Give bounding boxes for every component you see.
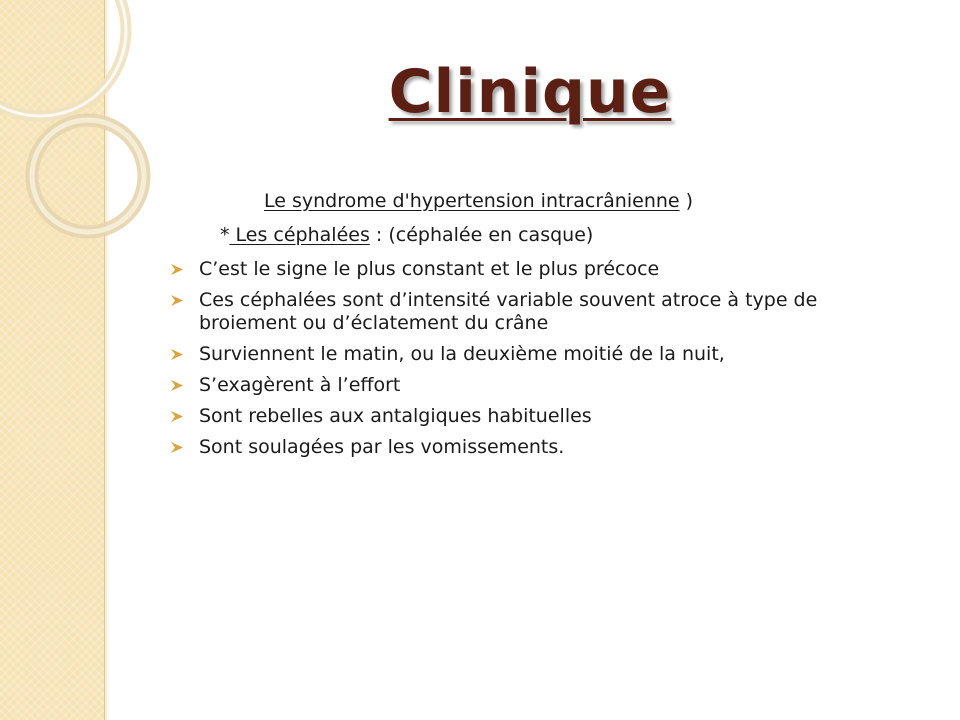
list-item: [170, 258, 910, 281]
section-heading: [264, 188, 693, 214]
slide-title: Clinique: [388, 57, 672, 127]
list-item: [170, 374, 910, 397]
bullet-text: Sont soulagées par les vomissements.: [199, 436, 565, 458]
bullet-text: C’est le signe le plus constant et le plus précoce: [199, 258, 660, 280]
bullet-text: Surviennent le matin, ou la deuxième moitié de la nuit,: [199, 343, 725, 365]
list-item: [170, 289, 910, 335]
subtopic-asterisk: *: [220, 224, 230, 246]
list-item: [170, 436, 910, 459]
section-heading-text: Le syndrome d'hypertension intracrânienne: [264, 190, 680, 212]
bullet-text: S’exagèrent à l’effort: [199, 374, 401, 396]
list-item: [170, 343, 910, 366]
bullet-text: Sont rebelles aux antalgiques habituelles: [199, 405, 592, 427]
subtopic-heading: Les céphalées: [229, 224, 370, 246]
arrowhead-bullet-icon: [170, 379, 184, 392]
arrowhead-bullet-icon: [170, 441, 184, 454]
arrowhead-bullet-icon: [170, 348, 184, 361]
bullet-text: Ces céphalées sont d’intensité variable souvent atroce à type de broiement ou d’éclatement du crâne: [199, 289, 818, 334]
list-item: [170, 405, 910, 428]
subtopic-detail: : (céphalée en casque): [369, 224, 594, 246]
section-heading-suffix: ): [679, 190, 694, 212]
arrowhead-bullet-icon: [170, 294, 184, 307]
subtopic-line: [220, 222, 593, 248]
arrowhead-bullet-icon: [170, 410, 184, 423]
arrowhead-bullet-icon: [170, 263, 184, 276]
bullet-list: [170, 258, 910, 467]
